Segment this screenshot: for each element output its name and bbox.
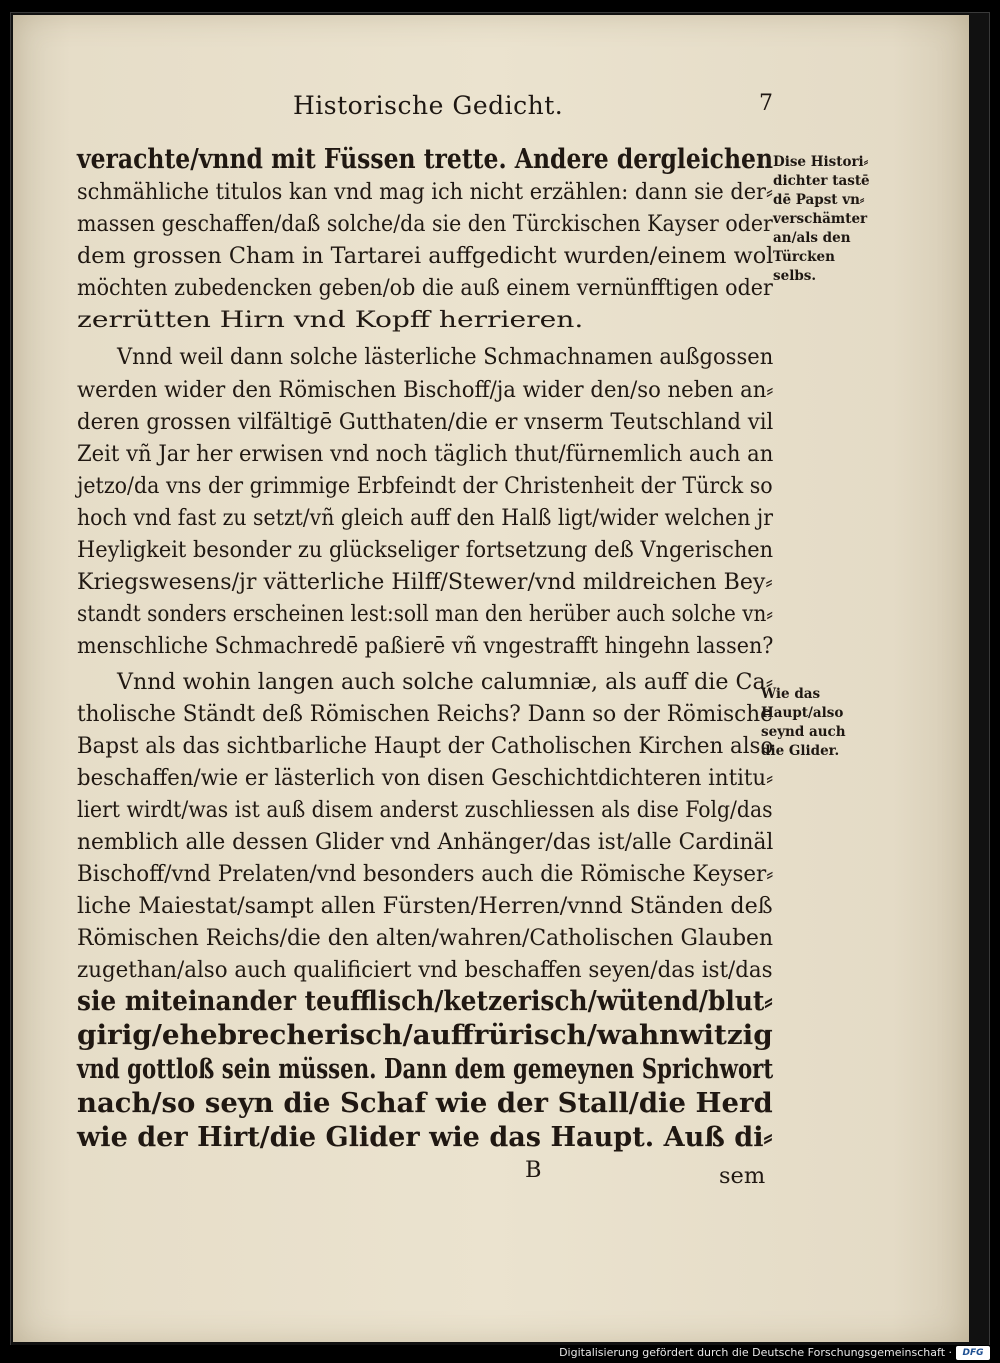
text-line-17: Vnnd wohin langen auch solche calumniæ, als auff die Ca⸗ bbox=[117, 669, 774, 695]
text-line-10: Zeit vñ Jar her erwisen vnd noch täglich thut/fürnemlich auch an bbox=[77, 441, 774, 467]
signature-mark: B bbox=[525, 1157, 542, 1183]
text-line-16: menschliche Schmachredē paßierē vñ vngestrafft hingehn lassen? bbox=[77, 633, 774, 659]
marginal-note-2 bbox=[761, 685, 846, 761]
marginal-note-line: dē Papst vn⸗ bbox=[773, 192, 865, 208]
text-line-9: deren grossen vilfältigē Gutthaten/die er vnserm Teutschland vil bbox=[77, 409, 774, 435]
text-line-27: sie miteinander teufflisch/ketzerisch/wütend/blut⸗ bbox=[77, 986, 773, 1017]
marginal-note-line: Haupt/also bbox=[761, 705, 844, 721]
marginal-note-line: Dise Histori⸗ bbox=[773, 154, 869, 170]
text-line-11: jetzo/da vns der grimmige Erbfeindt der Christenheit der Türck so bbox=[77, 473, 773, 499]
marginal-note-line: dichter tastē bbox=[773, 173, 870, 189]
scan-frame bbox=[10, 12, 990, 1347]
text-line-21: liert wirdt/was ist auß disem anderst zuschliessen als dise Folg/das bbox=[77, 797, 773, 823]
marginal-note-line: an/als den bbox=[773, 230, 851, 246]
text-line-31: wie der Hirt/die Glider wie das Haupt. Auß di⸗ bbox=[77, 1122, 773, 1153]
digitization-credit: Digitalisierung gefördert durch die Deutsche Forschungsgemeinschaft · bbox=[559, 1346, 952, 1359]
page-number: 7 bbox=[759, 91, 773, 116]
text-line-1: verachte/vnnd mit Füssen trette. Andere dergleichen bbox=[77, 144, 773, 175]
book-page bbox=[13, 15, 969, 1342]
text-line-25: Römischen Reichs/die den alten/wahren/Catholischen Glauben bbox=[77, 925, 774, 951]
running-head: Historische Gedicht. bbox=[293, 91, 564, 120]
text-line-15: standt sonders erscheinen lest:soll man den herüber auch solche vn⸗ bbox=[77, 601, 773, 627]
text-line-5: möchten zubedencken geben/ob die auß einem vernünfftigen oder bbox=[77, 275, 773, 301]
marginal-note-line: Wie das bbox=[761, 686, 821, 702]
text-line-3: massen geschaffen/daß solche/da sie den Türckischen Kayser oder bbox=[77, 211, 773, 237]
text-line-19: Bapst als das sichtbarliche Haupt der Catholischen Kirchen also bbox=[77, 733, 774, 759]
marginal-note-line: selbs. bbox=[773, 268, 817, 284]
text-line-30: nach/so seyn die Schaf wie der Stall/die Herd bbox=[77, 1088, 773, 1119]
text-line-24: liche Maiestat/sampt allen Fürsten/Herren/vnnd Ständen deß bbox=[77, 893, 773, 919]
text-line-6: zerrütten Hirn vnd Kopff herrieren. bbox=[77, 307, 584, 333]
marginal-note-line: seynd auch bbox=[761, 724, 846, 740]
marginal-note-line: die Glider. bbox=[761, 743, 840, 759]
page-header bbox=[293, 91, 773, 131]
marginal-note-line: Türcken bbox=[773, 249, 835, 265]
text-line-7: Vnnd weil dann solche lästerliche Schmachnamen außgossen bbox=[117, 344, 774, 370]
dfg-logo: DFG bbox=[956, 1346, 990, 1360]
marginal-note-1 bbox=[773, 153, 870, 286]
text-line-14: Kriegswesens/jr vätterliche Hilff/Stewer/vnd mildreichen Bey⸗ bbox=[77, 569, 773, 595]
text-line-28: girig/ehebrecherisch/auffrürisch/wahnwitzig bbox=[77, 1020, 773, 1051]
text-line-20: beschaffen/wie er lästerlich von disen Geschichtdichteren intitu⸗ bbox=[77, 765, 774, 791]
text-line-4: dem grossen Cham in Tartarei auffgedicht wurden/einem wol bbox=[77, 243, 774, 269]
body-text bbox=[77, 144, 774, 1189]
text-line-8: werden wider den Römischen Bischoff/ja wider den/so neben an⸗ bbox=[77, 377, 774, 403]
text-line-18: tholische Ständt deß Römischen Reichs? Dann so der Römische bbox=[77, 701, 773, 727]
text-line-29: vnd gottloß sein müssen. Dann dem gemeynen Sprichwort bbox=[77, 1054, 774, 1085]
catchword: sem bbox=[719, 1163, 766, 1189]
text-line-12: hoch vnd fast zu setzt/vñ gleich auff den Halß ligt/wider welchen jr bbox=[77, 505, 773, 531]
text-line-26: zugethan/also auch qualificiert vnd beschaffen seyen/das ist/das bbox=[77, 957, 773, 983]
marginal-note-line: verschämter bbox=[773, 211, 868, 227]
text-line-13: Heyligkeit besonder zu glückseliger fortsetzung deß Vngerischen bbox=[77, 537, 774, 563]
text-line-2: schmähliche titulos kan vnd mag ich nicht erzählen: dann sie der⸗ bbox=[77, 179, 773, 205]
text-line-23: Bischoff/vnd Prelaten/vnd besonders auch die Römische Keyser⸗ bbox=[77, 861, 774, 887]
text-line-22: nemblich alle dessen Glider vnd Anhänger/das ist/alle Cardinäl bbox=[77, 829, 774, 855]
